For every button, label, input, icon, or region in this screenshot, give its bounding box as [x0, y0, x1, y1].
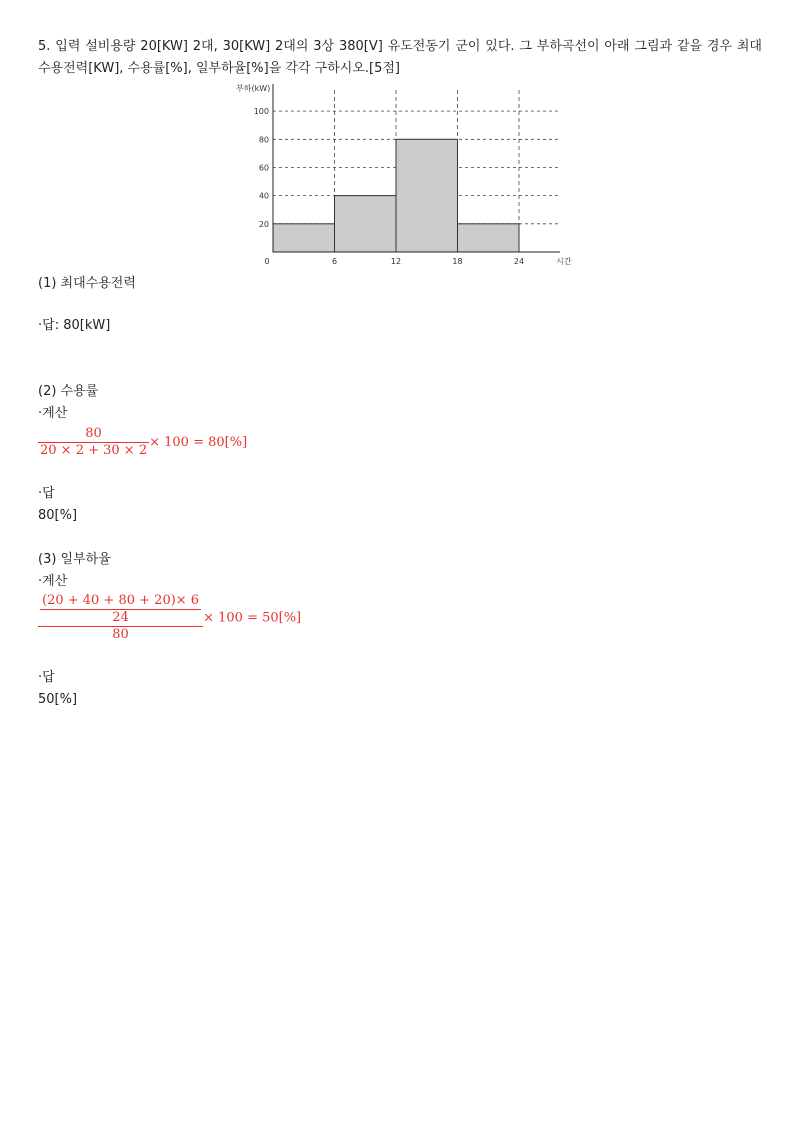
load-segment-4 — [458, 224, 520, 252]
part2-fraction — [38, 426, 149, 459]
part2-answer-label: ·답 — [38, 486, 55, 501]
y-axis-label: 부하(kW) — [236, 84, 271, 93]
x-tick-label: 18 — [452, 257, 463, 266]
load-segment-1 — [273, 224, 335, 252]
part3-inner-fraction — [40, 593, 201, 626]
part3-calc-label: ·계산 — [38, 574, 68, 589]
part3-result: × 100 = 50[%] — [203, 610, 302, 626]
question-text: 5. 입력 설비용량 20[KW] 2대, 30[KW] 2대의 3상 380[V] 유도전동기 군이 있다. 그 부하곡선이 아래 그림과 같을 경우 최대 수용전력[KW], 수용률[%], 일부하율[%]을 각각 구하시오.[5점] — [38, 39, 762, 76]
part1-answer: ·답: 80[kW] — [38, 318, 111, 333]
part3-fraction — [38, 593, 203, 643]
load-curve-chart — [230, 82, 575, 270]
part2-formula — [38, 426, 247, 459]
part3-formula — [38, 593, 301, 643]
part2-calc-label: ·계산 — [38, 406, 68, 421]
y-tick-label: 20 — [258, 219, 269, 229]
load-segment-2 — [335, 196, 397, 252]
x-tick-label: 12 — [390, 257, 402, 266]
part2-heading: (2) 수용률 — [38, 384, 99, 399]
y-tick-label: 40 — [258, 191, 269, 201]
y-tick-label: 80 — [258, 135, 269, 145]
x-tick-label: 24 — [513, 257, 525, 266]
part3-inner-denominator: 24 — [40, 609, 201, 626]
part1-heading: (1) 최대수용전력 — [38, 276, 136, 291]
x-tick-label: 0 — [264, 257, 270, 266]
part2-numerator: 80 — [85, 426, 102, 441]
x-axis-label: 시간 — [556, 257, 572, 266]
part2-denominator: 20 × 2 + 30 × 2 — [40, 443, 148, 458]
part3-denominator: 80 — [38, 626, 203, 643]
part3-answer-label: ·답 — [38, 670, 55, 685]
part3-heading: (3) 일부하율 — [38, 552, 111, 567]
part3-answer: 50[%] — [38, 692, 78, 707]
y-tick-label: 100 — [253, 107, 269, 117]
part3-inner-numerator: (20 + 40 + 80 + 20)× 6 — [42, 593, 200, 608]
part2-answer: 80[%] — [38, 508, 78, 523]
y-tick-label: 60 — [258, 163, 269, 173]
x-tick-label: 6 — [331, 257, 338, 266]
load-segment-3 — [396, 139, 458, 252]
part2-result: × 100 = 80[%] — [149, 435, 248, 450]
